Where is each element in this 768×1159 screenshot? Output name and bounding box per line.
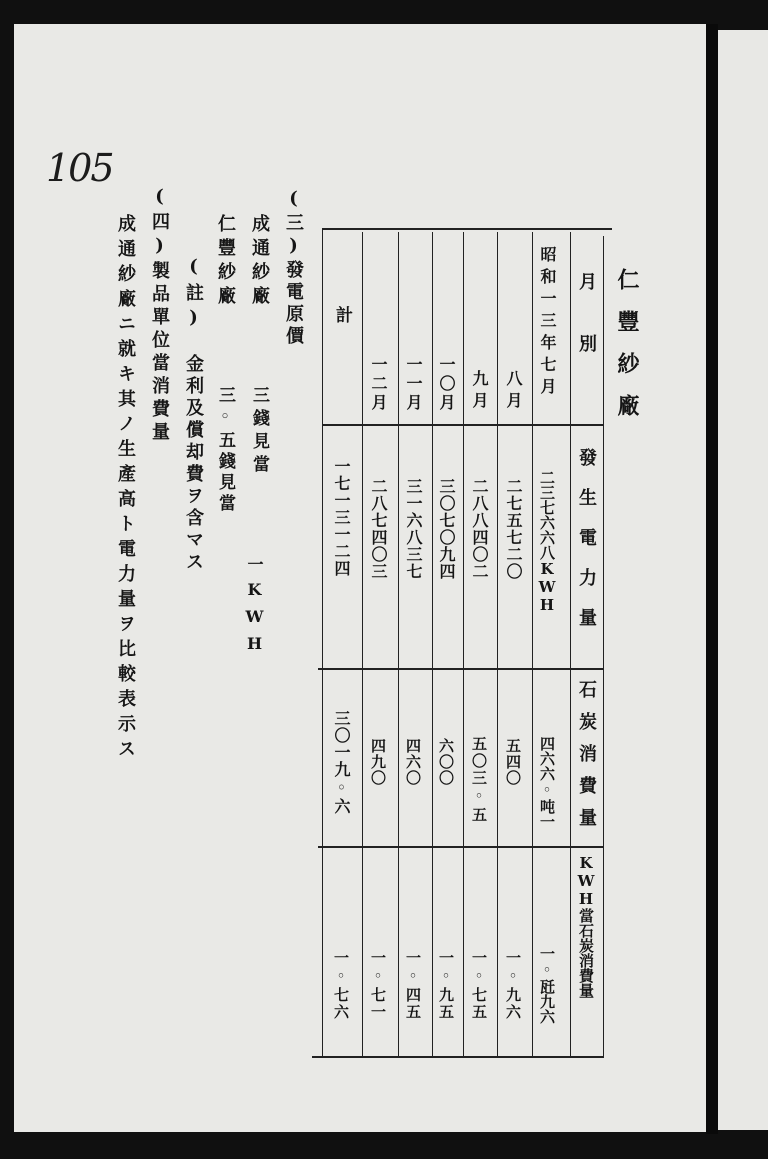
row-coal-total: 三〇一九◦六 — [332, 710, 351, 815]
row-power: 三〇七〇九四 — [437, 478, 456, 580]
renfeng-label: 仁豐紗廠 — [215, 214, 236, 310]
table-bottom-rule — [312, 1056, 604, 1058]
row-month: 九月 — [470, 370, 489, 414]
table-top-rule — [322, 228, 612, 230]
row-coal: 四六六◦吨一 — [538, 736, 556, 829]
row-month: 一一月 — [404, 356, 423, 413]
table-col-rule — [398, 232, 399, 1058]
note-text: 金利及償却費ヲ含マス — [183, 354, 204, 574]
header-month: 月別 — [576, 272, 597, 396]
table-col-rule — [432, 232, 433, 1058]
table-rule-coal — [318, 846, 604, 848]
renfeng-value: 三◦五錢見當 — [215, 386, 235, 515]
table-col-rule — [362, 232, 363, 1058]
chengtong-label: 成通紗廠 — [249, 214, 270, 310]
table-title: 仁豐紗廠 — [614, 268, 640, 436]
row-month: 一〇月 — [437, 356, 456, 413]
row-power: 二七五七二〇 — [504, 478, 523, 580]
chengtong-value: 三錢見當 — [249, 386, 269, 478]
table-col-rule — [570, 232, 571, 1058]
row-month: 八月 — [504, 370, 523, 414]
row-coal: 五四〇 — [504, 738, 522, 786]
row-power: 三一六八三七 — [404, 478, 423, 580]
table-right-border — [603, 236, 604, 1058]
row-power: 二八七四〇三 — [369, 478, 388, 580]
row-ratio: 一◦四五 — [404, 950, 422, 1021]
table-col-rule — [532, 232, 533, 1058]
row-month-total: 計 — [332, 306, 352, 323]
table-col-rule — [497, 232, 498, 1058]
row-coal: 六〇〇 — [437, 738, 455, 786]
section4-text: 成通紗廠ニ就キ其ノ生產高ト電力量ヲ比較表示ス — [115, 214, 136, 764]
section3-title: (三)發電原價 — [283, 188, 304, 348]
row-month: 一二月 — [369, 356, 388, 413]
facing-page — [718, 30, 768, 1130]
row-ratio: 一◦九五 — [437, 950, 455, 1021]
row-ratio: 一◦瓩九六 — [538, 946, 556, 1024]
table-left-border — [322, 228, 323, 1058]
row-power: 二八八四〇二 — [470, 478, 489, 580]
row-coal: 四六〇 — [404, 738, 422, 786]
row-ratio: 一◦七一 — [369, 950, 387, 1021]
section4-title: (四)製品單位當消費量 — [149, 186, 170, 445]
row-power-total: 一七一三一二四 — [332, 458, 351, 577]
page-number: 105 — [46, 146, 113, 190]
row-ratio: 一◦七五 — [470, 950, 488, 1021]
unit-kwh: 一KWH — [245, 556, 264, 661]
header-power: 發生電力量 — [576, 448, 597, 648]
row-ratio-total: 一◦七六 — [332, 950, 350, 1021]
row-coal: 五〇三◦五 — [470, 736, 488, 824]
row-month: 昭和一三年七月 — [538, 246, 557, 400]
note-label: (註) — [183, 256, 204, 334]
table-rule-power — [318, 668, 604, 670]
header-coal: 石炭消費量 — [576, 680, 597, 840]
row-ratio: 一◦九六 — [504, 950, 522, 1021]
row-power: 二三七六六八KWH — [538, 470, 556, 614]
table-col-rule — [463, 232, 464, 1058]
row-coal: 四九〇 — [369, 738, 387, 786]
book-spine — [706, 24, 718, 1134]
header-ratio: KWH當石炭消費量 — [577, 854, 595, 998]
